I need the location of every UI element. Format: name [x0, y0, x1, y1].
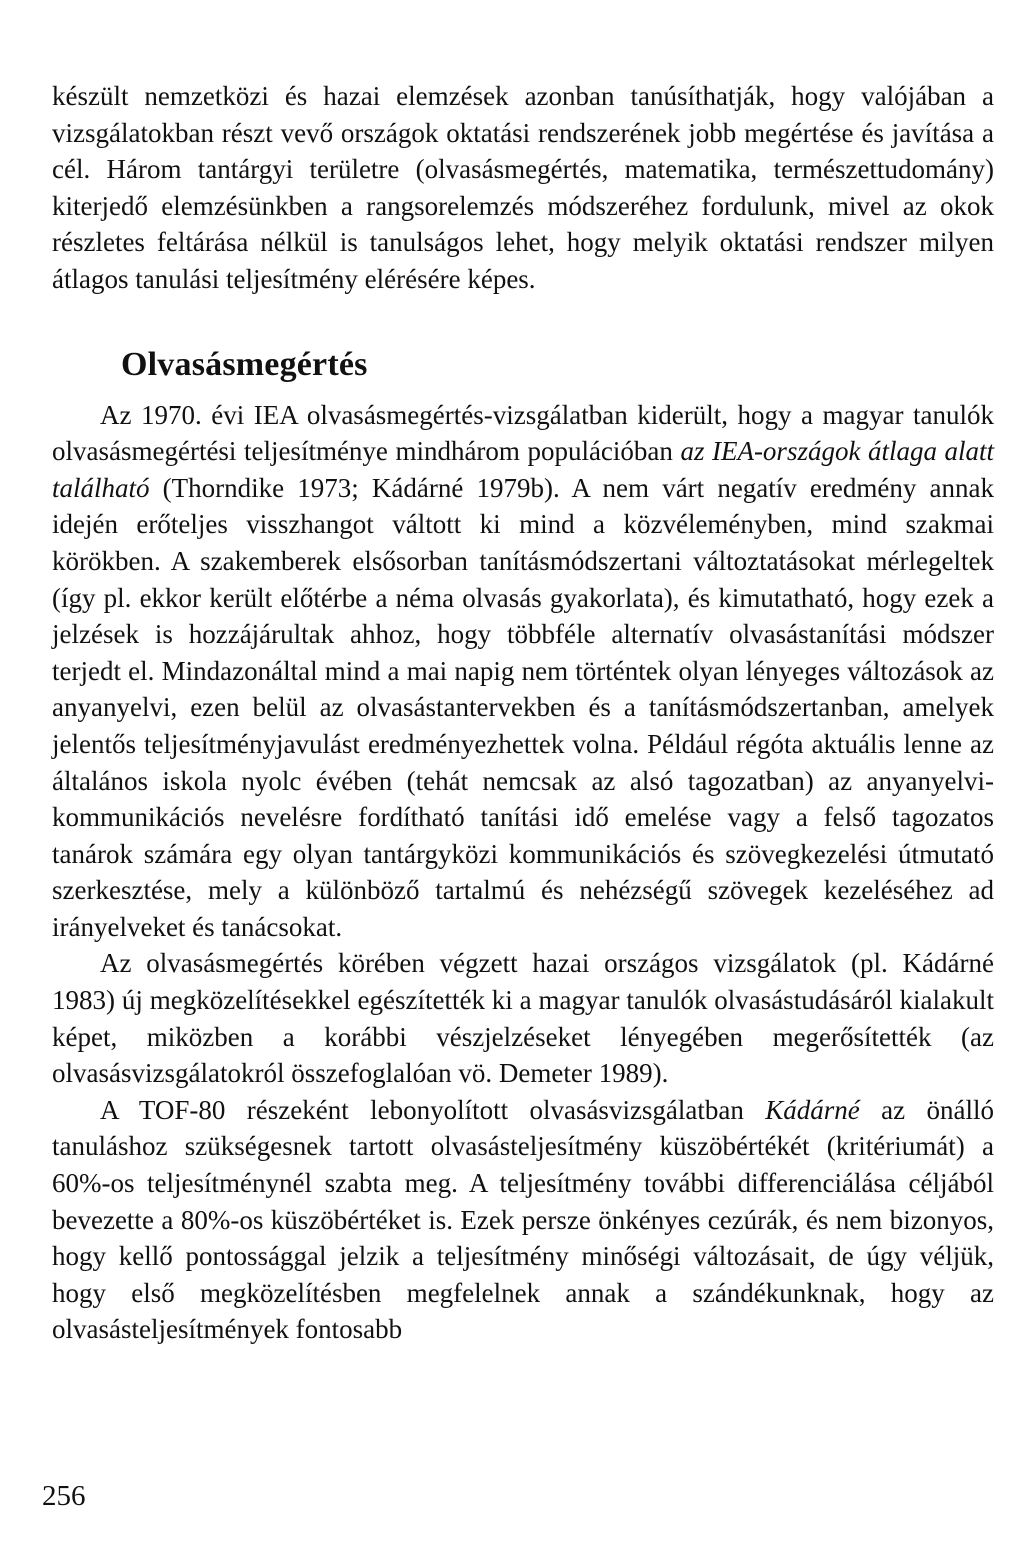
paragraph-text: A TOF-80 részeként lebonyolított olvasásvizsgálatban — [100, 1094, 766, 1125]
paragraph-text: (Thorndike 1973; Kádárné 1979b). A nem várt negatív eredmény annak idején erőteljes visszhangot váltott ki mind a közvéleményben, mind szakmai körökben. A szakemberek elsősorban tanításmódszertani változtatásokat mérlegeltek (így pl. ekkor került előtérbe a néma olvasás gyakorlata), és kimutatható, hogy ezek a jelzések is hozzájárultak ahhoz, hogy többféle alternatív olvasástanítási módszer terjedt el. Mindazonáltal mind a mai napig nem történtek olyan lényeges változások az anyanyelvi, ezen belül az olvasástantervekben és a tanításmódszertanban, amelyek jelentős teljesítményjavulást eredményezhettek volna. Például régóta aktuális lenne az általános iskola nyolc évében (tehát nemcsak az alsó tagozatban) az anyanyelvi-kommunikációs nevelésre fordítható tanítási idő emelése vagy a felső tagozatos tanárok számára egy olyan tantárgyközi kommunikációs és szövegkezelési útmutató szerkesztése, mely a különböző tartalmú és nehézségű szövegek kezeléséhez ad irányelveket és tanácsokat. — [52, 472, 994, 942]
section-heading: Olvasásmegértés — [121, 345, 368, 383]
paragraph-text: Az 1970. évi IEA olvasásmegértés-vizsgálatban kiderült, hogy a magyar tanulók olvasásmegértési teljesítménye mindhárom populációban — [52, 399, 994, 467]
paragraph-iea-study — [52, 397, 994, 946]
paragraph-tof80 — [52, 1092, 994, 1348]
intro-paragraph: készült nemzetközi és hazai elemzések azonban tanúsíthatják, hogy valójában a vizsgálatokban részt vevő országok oktatási rendszerének jobb megértése és javítása a cél. Három tantárgyi területre (olvasásmegértés, matematika, természettudomány) kiterjedő elemzésünkben a rangsorelemzés módszeréhez fordulunk, mivel az okok részletes feltárása nélkül is tanulságos lehet, hogy melyik oktatási rendszer milyen átlagos tanulási teljesítmény elérésére képes. — [52, 81, 994, 294]
italic-name: Kádárné — [765, 1094, 860, 1125]
paragraph-text: az önálló tanuláshoz szükségesnek tartott olvasásteljesítmény küszöbértékét (kritériumát) a 60%-os teljesítménynél szabta meg. A teljesítmény további differenciálása céljából bevezette a 80%-os küszöbértéket is. Ezek persze önkényes cezúrák, és nem bizonyos, hogy kellő pontossággal jelzik a teljesítmény minőségi változásait, de úgy véljük, hogy első megközelítésben megfelelnek annak a szándékunknak, hogy az olvasásteljesítmények fontosabb — [52, 1094, 994, 1345]
page-number: 256 — [42, 1480, 86, 1512]
italic-phrase: az IEA-országok átlaga alatt található — [52, 436, 994, 503]
page-body — [52, 78, 994, 1348]
paragraph-national-studies: Az olvasásmegértés körében végzett hazai országos vizsgálatok (pl. Kádárné 1983) új megközelítésekkel egészítették ki a magyar tanulók olvasástudásáról kialakult képet, miközben a korábbi vészjelzéseket lényegében megerősítették (az olvasásvizsgálatokról összefoglalóan vö. Demeter 1989). — [52, 948, 994, 1089]
